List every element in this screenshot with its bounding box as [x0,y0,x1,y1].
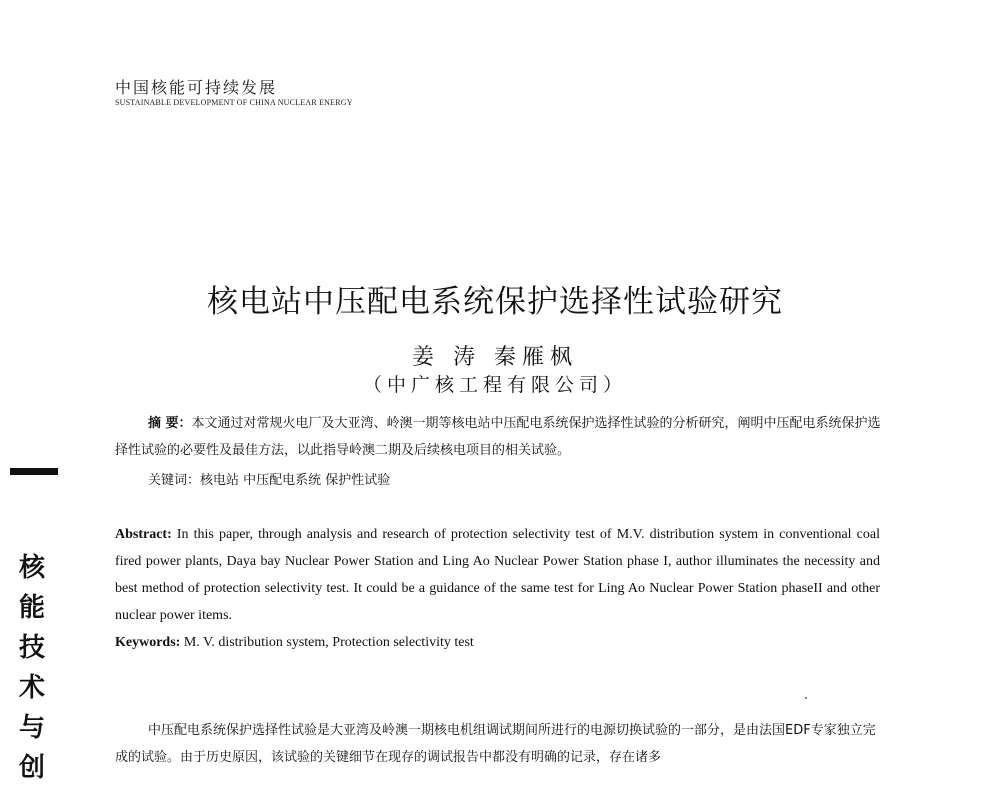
abstract-cn-text: 本文通过对常规火电厂及大亚湾、岭澳一期等核电站中压配电系统保护选择性试验的分析研究，阐明中压配电系统保护选择性试验的必要性及最佳方法，以此指导岭澳二期及后续核电项目的相关试验。 [115,416,881,458]
scan-speck [805,697,807,699]
journal-name-en: SUSTAINABLE DEVELOPMENT OF CHINA NUCLEAR ENERGY [115,98,353,107]
abstract-cn-label: 摘 要： [148,416,192,431]
journal-name-cn: 中国核能可持续发展 [115,78,278,97]
article-title: 核电站中压配电系统保护选择性试验研究 [207,284,783,320]
side-title-char: 创 [18,753,45,783]
keywords-cn [115,467,885,494]
side-title-char: 技 [18,633,45,663]
article-affiliation: （中广核工程有限公司） [362,374,627,396]
keywords-cn-text: 核电站 中压配电系统 保护性试验 [200,473,391,488]
side-column-title [14,548,50,788]
side-title-char: 能 [18,593,45,623]
body-paragraph: 中压配电系统保护选择性试验是大亚湾及岭澳一期核电机组调试期间所进行的电源切换试验的一部分，是由法国EDF专家独立完成的试验。由于历史原因，该试验的关键细节在现存的调试报告中都没有明确的记录，存在诸多 [115,723,876,765]
abstract-cn [115,410,885,464]
keywords-en-label: Keywords: [115,635,181,650]
keywords-en [115,629,880,656]
side-title-char: 与 [18,713,45,743]
side-title-char: 核 [18,553,45,583]
abstract-en-label: Abstract: [115,527,172,542]
side-bar-divider [10,468,58,475]
article-authors: 姜 涛 秦雁枫 [412,345,578,370]
keywords-en-text: M. V. distribution system, Protection selectivity test [180,635,474,650]
keywords-cn-label: 关键词： [148,473,201,488]
abstract-en [115,521,880,629]
abstract-en-text: In this paper, through analysis and research of protection selectivity test of M.V. distribution system in conventional coal fired power plants, Daya bay Nuclear Power Station and Ling Ao Nuclear Power Station phase I, author illuminates the necessity and best method of protection selectivity test. It could be a guidance of the same test for Ling Ao Nuclear Power Station phaseII and other nuclear power items. [115,527,880,623]
side-title-char: 术 [18,673,45,703]
